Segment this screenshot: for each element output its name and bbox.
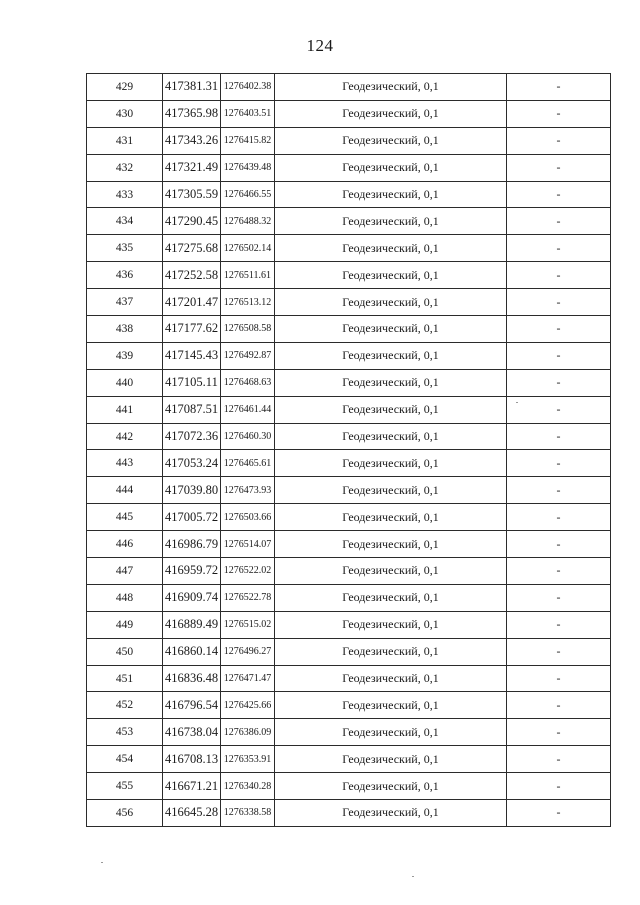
table-row [87,235,611,262]
method-accuracy-cell: Геодезический, 0,1 [275,611,507,638]
point-number-cell: 450 [87,638,163,665]
x-coordinate-cell: 416836.48 [163,665,221,692]
y-coordinate-cell: 1276468.63 [221,369,275,396]
point-number-cell: 444 [87,477,163,504]
y-coordinate-cell: 1276425.66 [221,692,275,719]
y-coordinate-cell: 1276513.12 [221,289,275,316]
point-number-cell: 430 [87,100,163,127]
point-number-cell: 455 [87,773,163,800]
x-coordinate-cell: 417252.58 [163,262,221,289]
note-cell: - [507,719,611,746]
note-cell: - [507,154,611,181]
point-number-cell: 443 [87,450,163,477]
point-number-cell: 431 [87,127,163,154]
table-row [87,289,611,316]
x-coordinate-cell: 416708.13 [163,746,221,773]
method-accuracy-cell: Геодезический, 0,1 [275,450,507,477]
note-cell: - [507,665,611,692]
note-cell: - [507,100,611,127]
point-number-cell: 429 [87,74,163,101]
table-row [87,208,611,235]
y-coordinate-cell: 1276386.09 [221,719,275,746]
note-cell: - [507,316,611,343]
point-number-cell: 435 [87,235,163,262]
y-coordinate-cell: 1276415.82 [221,127,275,154]
table-row [87,558,611,585]
point-number-cell: 437 [87,289,163,316]
x-coordinate-cell: 417201.47 [163,289,221,316]
point-number-cell: 436 [87,262,163,289]
point-number-cell: 446 [87,531,163,558]
table-row [87,127,611,154]
table-row [87,719,611,746]
point-number-cell: 447 [87,558,163,585]
y-coordinate-cell: 1276514.07 [221,531,275,558]
method-accuracy-cell: Геодезический, 0,1 [275,584,507,611]
table-row [87,396,611,423]
y-coordinate-cell: 1276460.30 [221,423,275,450]
point-number-cell: 452 [87,692,163,719]
x-coordinate-cell: 417290.45 [163,208,221,235]
x-coordinate-cell: 416671.21 [163,773,221,800]
method-accuracy-cell: Геодезический, 0,1 [275,208,507,235]
scan-speck [412,876,414,877]
y-coordinate-cell: 1276471.47 [221,665,275,692]
x-coordinate-cell: 417105.11 [163,369,221,396]
x-coordinate-cell: 417053.24 [163,450,221,477]
y-coordinate-cell: 1276508.58 [221,316,275,343]
note-cell: - [507,369,611,396]
note-cell: - [507,746,611,773]
method-accuracy-cell: Геодезический, 0,1 [275,558,507,585]
x-coordinate-cell: 417321.49 [163,154,221,181]
x-coordinate-cell: 416796.54 [163,692,221,719]
note-cell: - [507,396,611,423]
point-number-cell: 441 [87,396,163,423]
x-coordinate-cell: 417343.26 [163,127,221,154]
table-row [87,773,611,800]
method-accuracy-cell: Геодезический, 0,1 [275,289,507,316]
note-cell: - [507,74,611,101]
point-number-cell: 433 [87,181,163,208]
note-cell: - [507,584,611,611]
y-coordinate-cell: 1276503.66 [221,504,275,531]
point-number-cell: 440 [87,369,163,396]
y-coordinate-cell: 1276515.02 [221,611,275,638]
note-cell: - [507,127,611,154]
method-accuracy-cell: Геодезический, 0,1 [275,800,507,827]
y-coordinate-cell: 1276488.32 [221,208,275,235]
note-cell: - [507,477,611,504]
table-row [87,584,611,611]
point-number-cell: 445 [87,504,163,531]
x-coordinate-cell: 416909.74 [163,584,221,611]
table-row [87,181,611,208]
x-coordinate-cell: 417005.72 [163,504,221,531]
note-cell: - [507,181,611,208]
y-coordinate-cell: 1276496.27 [221,638,275,665]
x-coordinate-cell: 417305.59 [163,181,221,208]
method-accuracy-cell: Геодезический, 0,1 [275,504,507,531]
x-coordinate-cell: 417072.36 [163,423,221,450]
table-row [87,477,611,504]
y-coordinate-cell: 1276439.48 [221,154,275,181]
y-coordinate-cell: 1276522.02 [221,558,275,585]
x-coordinate-cell: 417087.51 [163,396,221,423]
point-number-cell: 448 [87,584,163,611]
note-cell: - [507,450,611,477]
table-row [87,665,611,692]
point-number-cell: 453 [87,719,163,746]
table-row [87,100,611,127]
x-coordinate-cell: 417177.62 [163,316,221,343]
method-accuracy-cell: Геодезический, 0,1 [275,746,507,773]
point-number-cell: 456 [87,800,163,827]
scan-speck [516,402,518,403]
method-accuracy-cell: Геодезический, 0,1 [275,477,507,504]
note-cell: - [507,208,611,235]
table-row [87,369,611,396]
point-number-cell: 454 [87,746,163,773]
table-row [87,638,611,665]
coordinates-table-body [87,74,611,827]
point-number-cell: 438 [87,316,163,343]
note-cell: - [507,531,611,558]
table-row [87,746,611,773]
x-coordinate-cell: 417275.68 [163,235,221,262]
note-cell: - [507,800,611,827]
y-coordinate-cell: 1276340.28 [221,773,275,800]
note-cell: - [507,504,611,531]
method-accuracy-cell: Геодезический, 0,1 [275,773,507,800]
table-row [87,262,611,289]
point-number-cell: 434 [87,208,163,235]
x-coordinate-cell: 417381.31 [163,74,221,101]
point-number-cell: 442 [87,423,163,450]
method-accuracy-cell: Геодезический, 0,1 [275,154,507,181]
method-accuracy-cell: Геодезический, 0,1 [275,369,507,396]
table-row [87,154,611,181]
point-number-cell: 451 [87,665,163,692]
point-number-cell: 439 [87,342,163,369]
y-coordinate-cell: 1276473.93 [221,477,275,504]
table-row [87,611,611,638]
x-coordinate-cell: 416860.14 [163,638,221,665]
note-cell: - [507,773,611,800]
x-coordinate-cell: 417365.98 [163,100,221,127]
x-coordinate-cell: 416645.28 [163,800,221,827]
method-accuracy-cell: Геодезический, 0,1 [275,235,507,262]
point-number-cell: 449 [87,611,163,638]
note-cell: - [507,692,611,719]
y-coordinate-cell: 1276461.44 [221,396,275,423]
table-row [87,423,611,450]
x-coordinate-cell: 417145.43 [163,342,221,369]
table-row [87,74,611,101]
y-coordinate-cell: 1276403.51 [221,100,275,127]
method-accuracy-cell: Геодезический, 0,1 [275,531,507,558]
table-row [87,531,611,558]
note-cell: - [507,262,611,289]
note-cell: - [507,342,611,369]
method-accuracy-cell: Геодезический, 0,1 [275,665,507,692]
note-cell: - [507,289,611,316]
method-accuracy-cell: Геодезический, 0,1 [275,423,507,450]
table-row [87,450,611,477]
y-coordinate-cell: 1276492.87 [221,342,275,369]
method-accuracy-cell: Геодезический, 0,1 [275,181,507,208]
y-coordinate-cell: 1276402.38 [221,74,275,101]
note-cell: - [507,423,611,450]
y-coordinate-cell: 1276522.78 [221,584,275,611]
method-accuracy-cell: Геодезический, 0,1 [275,100,507,127]
method-accuracy-cell: Геодезический, 0,1 [275,638,507,665]
y-coordinate-cell: 1276466.55 [221,181,275,208]
y-coordinate-cell: 1276502.14 [221,235,275,262]
scan-speck [101,862,103,863]
method-accuracy-cell: Геодезический, 0,1 [275,692,507,719]
method-accuracy-cell: Геодезический, 0,1 [275,262,507,289]
table-row [87,316,611,343]
note-cell: - [507,558,611,585]
note-cell: - [507,235,611,262]
table-row [87,342,611,369]
x-coordinate-cell: 416738.04 [163,719,221,746]
method-accuracy-cell: Геодезический, 0,1 [275,127,507,154]
table-row [87,800,611,827]
method-accuracy-cell: Геодезический, 0,1 [275,316,507,343]
x-coordinate-cell: 416959.72 [163,558,221,585]
method-accuracy-cell: Геодезический, 0,1 [275,342,507,369]
point-number-cell: 432 [87,154,163,181]
note-cell: - [507,611,611,638]
x-coordinate-cell: 417039.80 [163,477,221,504]
page-number: 124 [306,36,334,55]
table-row [87,504,611,531]
y-coordinate-cell: 1276465.61 [221,450,275,477]
method-accuracy-cell: Геодезический, 0,1 [275,719,507,746]
y-coordinate-cell: 1276511.61 [221,262,275,289]
table-row [87,692,611,719]
method-accuracy-cell: Геодезический, 0,1 [275,74,507,101]
method-accuracy-cell: Геодезический, 0,1 [275,396,507,423]
coordinates-table [86,73,611,827]
x-coordinate-cell: 416889.49 [163,611,221,638]
x-coordinate-cell: 416986.79 [163,531,221,558]
y-coordinate-cell: 1276338.58 [221,800,275,827]
note-cell: - [507,638,611,665]
y-coordinate-cell: 1276353.91 [221,746,275,773]
